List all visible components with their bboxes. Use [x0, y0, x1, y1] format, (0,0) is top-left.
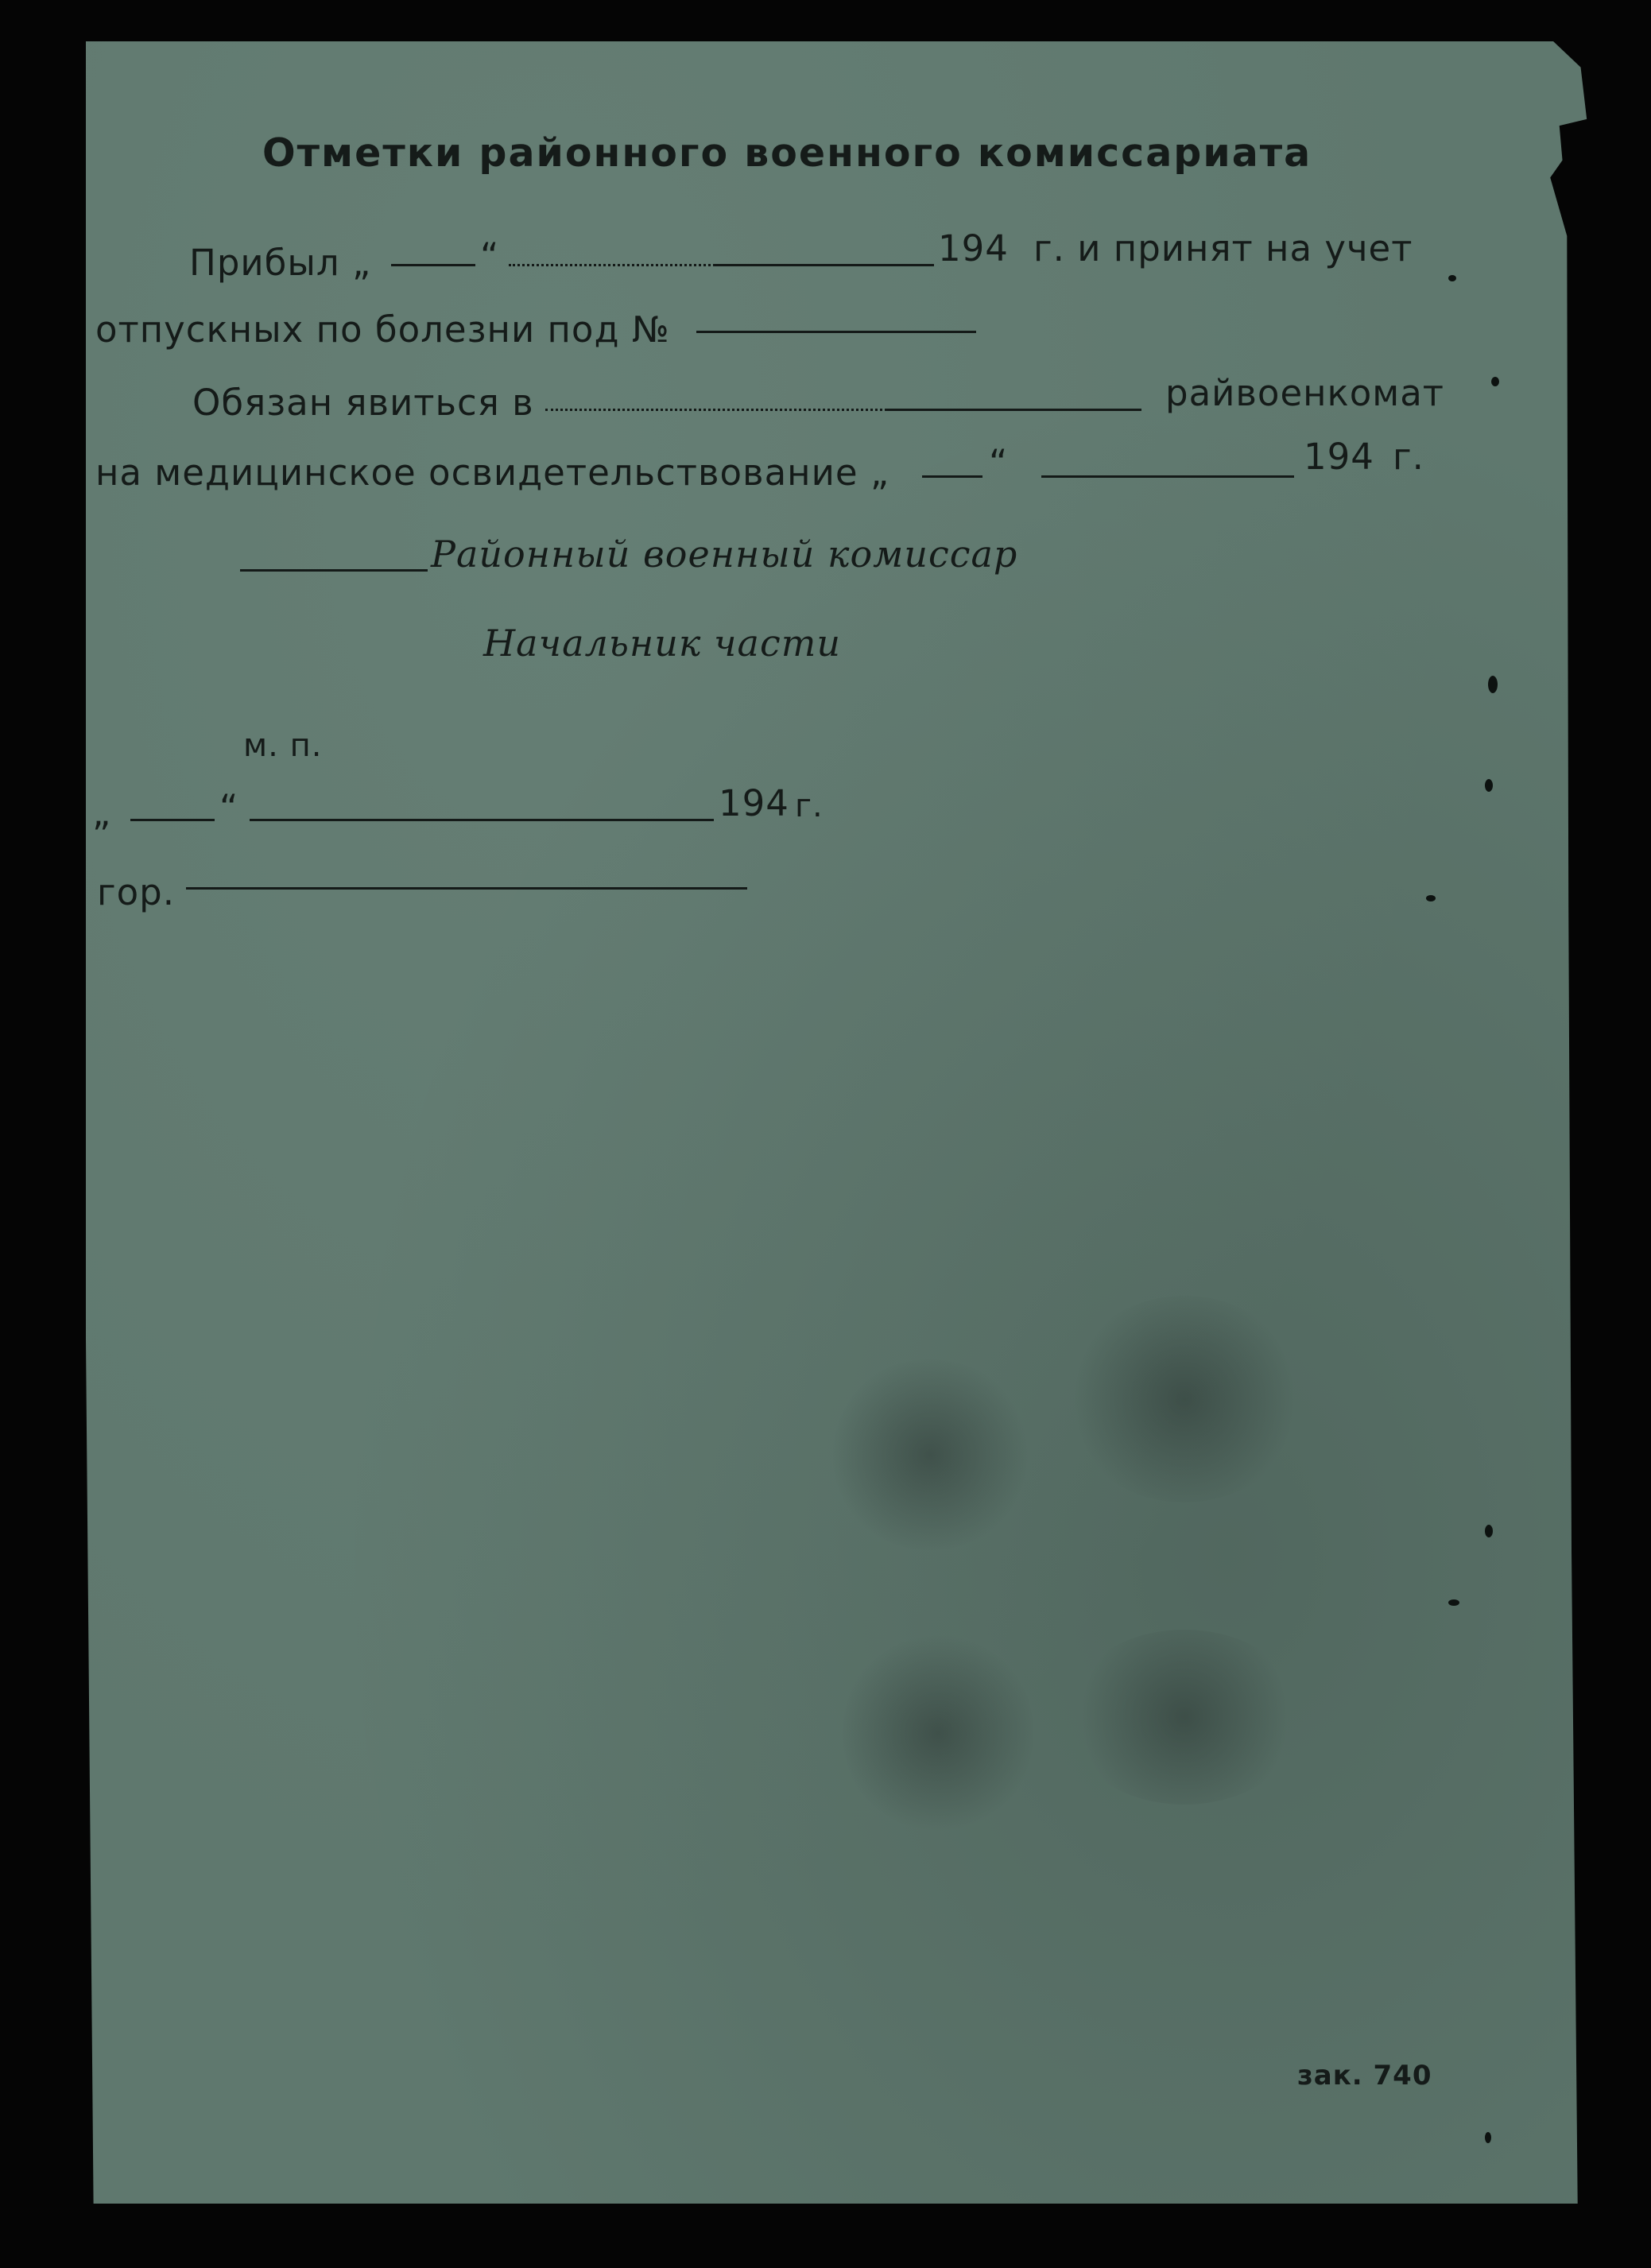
arrived-suffix: г. и принят на учет — [1033, 227, 1413, 269]
date-day-field — [130, 819, 215, 821]
date-quote-close: “ — [219, 787, 239, 829]
medical-exam-day-field — [922, 475, 982, 478]
date-suffix: г. — [795, 788, 824, 824]
medical-exam-year: 194 — [1304, 436, 1374, 478]
arrived-month-field-dotted — [509, 264, 715, 266]
commissariat-suffix: райвоенкомат — [1165, 372, 1444, 414]
binding-hole-mark — [1448, 1599, 1459, 1606]
arrived-quote-close: “ — [480, 235, 500, 277]
stamp-place-label: м. п. — [243, 727, 323, 764]
registration-number-field — [696, 331, 976, 333]
obliged-label: Обязан явиться в — [192, 382, 534, 424]
arrived-label: Прибыл „ — [189, 242, 372, 284]
arrived-year: 194 — [938, 227, 1009, 269]
commissar-signature-field — [240, 569, 428, 572]
binding-hole-mark — [1426, 895, 1436, 901]
document-sheet — [86, 41, 1608, 2204]
unit-chief-title: Начальник части — [483, 622, 841, 665]
commissariat-field — [887, 409, 1141, 411]
city-field — [186, 887, 747, 890]
medical-exam-quote-close: “ — [989, 442, 1009, 484]
binding-hole-mark — [1448, 275, 1456, 281]
arrived-day-field — [391, 264, 475, 266]
date-year: 194 — [719, 782, 789, 824]
date-quote-open: „ — [92, 792, 112, 834]
arrived-month-field — [715, 264, 934, 266]
registration-label: отпускных по болезни под № — [95, 308, 670, 351]
stain-smudge — [1065, 1296, 1304, 1502]
order-number: зак. 740 — [1297, 2060, 1432, 2092]
stain-smudge — [827, 1359, 1033, 1550]
city-label: гор. — [97, 871, 176, 913]
date-month-field — [250, 819, 714, 821]
medical-exam-month-field — [1041, 475, 1294, 478]
binding-hole-mark — [1485, 2132, 1491, 2143]
commissariat-field-dotted — [545, 409, 887, 411]
binding-hole-mark — [1488, 676, 1498, 693]
commissar-title: Районный военный комиссар — [431, 533, 1018, 576]
medical-exam-suffix: г. — [1393, 436, 1424, 478]
document-title: Отметки районного военного комиссариата — [262, 130, 1312, 176]
binding-hole-mark — [1491, 377, 1499, 386]
binding-hole-mark — [1485, 1525, 1493, 1537]
stain-smudge — [843, 1630, 1033, 1836]
binding-hole-mark — [1485, 779, 1493, 792]
stain-smudge — [1065, 1630, 1304, 1805]
medical-exam-label: на медицинское освидетельствование „ — [95, 452, 890, 494]
